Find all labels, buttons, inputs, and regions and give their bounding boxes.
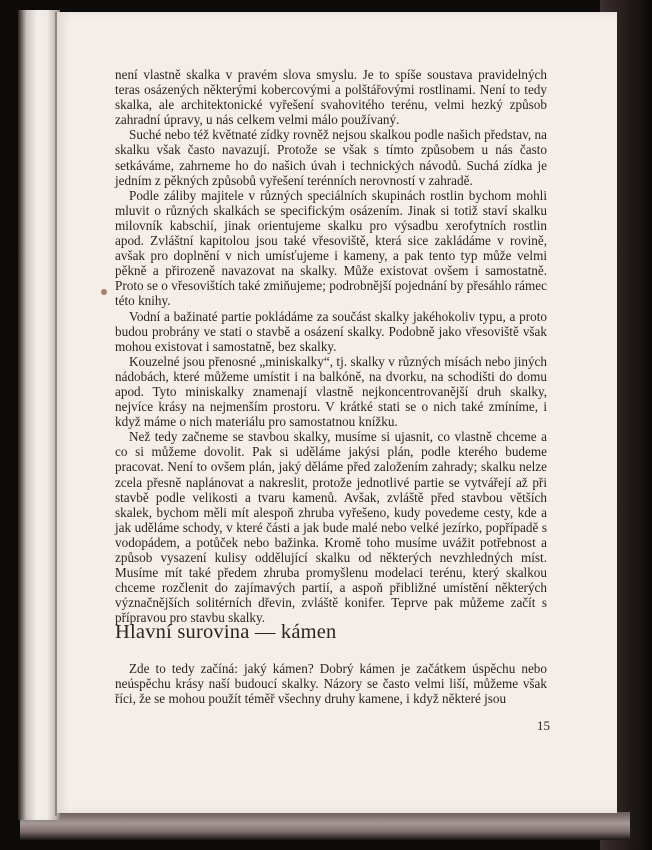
page-number: 15 [537,718,550,733]
section-heading: Hlavní surovina — kámen [115,621,337,643]
body-text-after [115,661,547,706]
book-page [57,12,617,813]
paragraph: Vodní a bažinaté partie pokládáme za součást skalky jakéhokoliv typu, a proto budou probrány ve stati o stavbě a osázení skalky. Podobně jako vřesoviště však mohou existovat i samostatně, bez skalky. [115,308,547,354]
paragraph: Zde to tedy začíná: jaký kámen? Dobrý kámen je začátkem úspěchu nebo neúspěchu krásy naší budoucí skalky. Názory se často velmi liší, můžeme však říci, že se mohou použít téměř všechny druhy kamene, i když některé jsou [115,661,547,707]
paragraph: Než tedy začneme se stavbou skalky, musíme si ujasnit, co vlastně chceme a co si můžeme dovolit. Pak si uděláme jakýsi plán, podle kterého budeme pracovat. Není to ovšem plán, jaký děláme před založením zahrady; skalku nelze zcela přesně naplánovat a nakreslit, protože jednotlivé partie se vytvářejí až při stavbě podle velikosti a tvaru kamenů. Avšak, zvláště před stavbou větších skalek, bychom měli mít alespoň zhruba vyřešeno, kudy povedeme cesty, kde a jak uděláme schody, v které části a jak bude malé nebo velké jezírko, popřípadě s vodopádem, a potůček nebo bažinka. Kromě toho musíme uvážit potřebnost a způsob vysazení kulisy oddělující skalku od některých nevzhledných míst. Musíme mít také předem zhruba promyšlenu modelaci terénu, který skalkou chceme rozčlenit do zajímavých partií, a aspoň přibližné umístění některých význačnějších solitérních dřevin, zvláště konifer. Teprve pak můžeme začít s přípravou pro stavbu skalky. [115,429,547,626]
book-spine-gutter [18,10,60,820]
paragraph: není vlastně skalka v pravém slova smyslu. Je to spíše soustava pravidelných teras osázených některými kobercovými a polštářovými rostlinami. Není to tedy skalka, ale architektonické vyřešení svahovitého terénu, velmi hezký způsob zahradní úpravy, u nás celkem velmi málo používaný. [115,67,547,128]
paper-stain [101,289,107,295]
book-bottom-edge [20,812,630,840]
paragraph: Podle záliby majitele v různých speciálních skupinách rostlin bychom mohli mluvit o různých skalkách se specifickým osázením. Jinak si totiž staví skalku milovník kabschií, jinak orientujeme skalku pro výsadbu xerofytních rostlin apod. Zvláštní kapitolou jsou také vřesoviště, která sice zakládáme v rovině, avšak pro doplnění v nich umísťujeme i kameny, a pak tento typ může velmi pěkně a přirozeně navazovat na skalky. Může existovat ovšem i samostatně. Proto se o vřesovištích také zmiňujeme; podrobnější pojednání by přesáhlo rámec této knihy. [115,187,547,309]
paragraph: Kouzelné jsou přenosné „miniskalky“, tj. skalky v různých mísách nebo jiných nádobách, které můžeme umístit i na balkóně, na dvorku, na schodišti do domu apod. Tyto miniskalky znamenají vlastně nejkoncentrovanější druh skalky, nejvíce krásy na nejmenším prostoru. V krátké stati se o nich také zmíníme, i když máme o nich materiálu pro samostatnou knížku. [115,353,547,430]
body-text-before [115,67,547,625]
paragraph: Suché nebo též květnaté zídky rovněž nejsou skalkou podle našich představ, na skalku však často navazují. Protože se však s tímto způsobem u nás často setkáváme, zahrneme ho do našich úvah i technických návodů. Suchá zídka je jedním z pěkných způsobů vyřešení terénních nerovností v zahradě. [115,127,547,188]
